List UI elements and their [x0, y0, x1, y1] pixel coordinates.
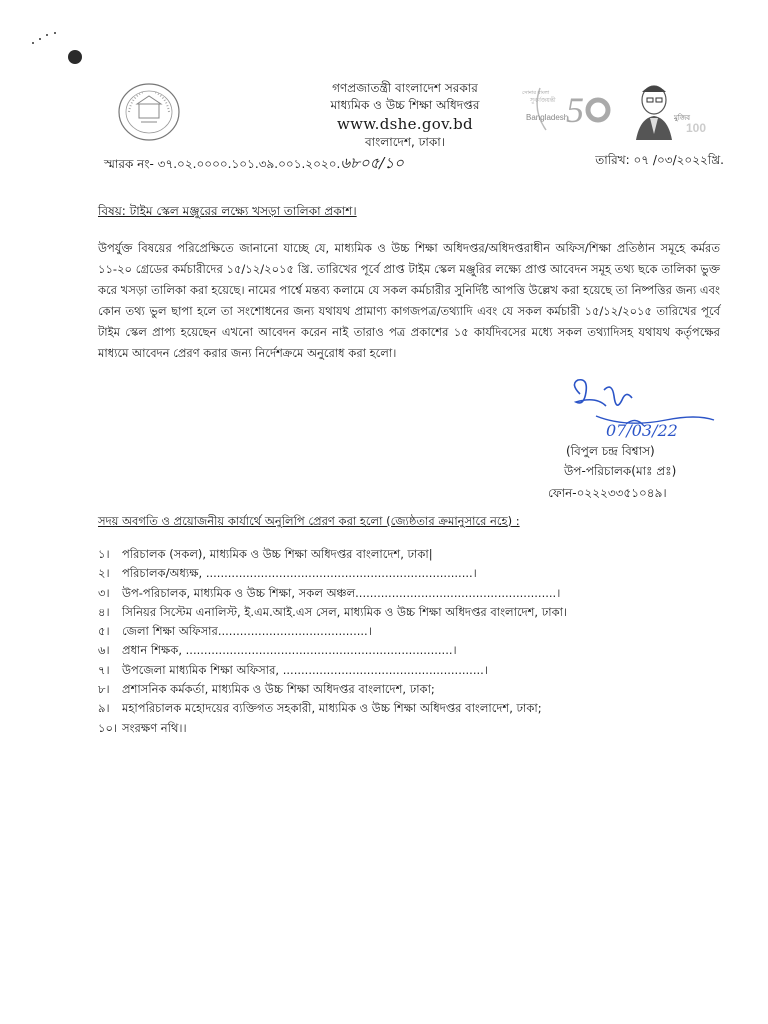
- svg-text:মুজিব: মুজিব: [674, 114, 691, 122]
- svg-text:সোনার বাংলা: সোনার বাংলা: [522, 90, 550, 96]
- signature-date: 07/03/22: [606, 421, 678, 440]
- body-paragraph: উপর্যুক্ত বিষয়ের পরিপ্রেক্ষিতে জানানো যাচ্ছে যে, মাধ্যমিক ও উচ্চ শিক্ষা অধিদপ্তর/অধিদপ্তরাধীন অফিস/শিক্ষা প্রতিষ্ঠান সমূহে কর্মরত ১১-২০ গ্রেডের কর্মচারীদের ১৫/১২/২০১৫ খ্রি. তারিখের পূর্বে প্রাপ্ত টাইম স্কেল মঞ্জুরির লক্ষ্যে প্রাপ্ত আবেদন সমূহ তথ্য ছকে তালিকা ভুক্ত করে খসড়া তালিকা করা হয়েছে। নামের পার্শ্বে মন্তব্য কলামে যে সকল কর্মচারীর সুনির্দিষ্ট আপত্তি উল্লেখ করা হয়েছে তা নিষ্পত্তির জন্য এবং কোন তথ্য ভুল ছাপা হলে তা সংশোধনের জন্য যথাযথ প্রামাণ্য কাগজপত্র/তথ্যাদি এবং যে সকল কর্মচারী ১৫/১২/২০১৫ তারিখের পূর্বে টাইম স্কেল প্রাপ্য হয়েছেন এখনো আবেদন করেন নাই তারাও পত্র প্রকাশের ১৫ কার্যদিবসের মধ্যে সকল তথ্যাদিসহ যথাযথ কর্তৃপক্ষের মাধ্যমে আবেদন প্রেরণ করার জন্য নির্দেশক্রমে অনুরোধ করা হলো।: [98, 241, 720, 360]
- memo-date: তারিখ: ০৭ /০৩/২০২২খ্রি.: [595, 153, 724, 167]
- list-item: ৪। সিনিয়র সিস্টেম এনালিস্ট, ই.এম.আই.এস সেল, মাধ্যমিক ও উচ্চ শিক্ষা অধিদপ্তর বাংলাদেশ, ঢাকা।: [98, 604, 568, 619]
- memo-row: [104, 150, 724, 172]
- paper-specks: [30, 30, 60, 50]
- handwritten-signature: [566, 376, 716, 440]
- memo-number-printed: স্মারক নং- ৩৭.০২.০০০০.১০১.৩৯.০০১.২০২০.: [104, 157, 341, 171]
- list-item: ৮। প্রশাসনিক কর্মকর্তা, মাধ্যমিক ও উচ্চ শিক্ষা অধিদপ্তর বাংলাদেশ, ঢাকা;: [98, 682, 435, 697]
- letterhead: [300, 80, 510, 151]
- svg-text:সুবর্ণজয়ন্তী: সুবর্ণজয়ন্তী: [530, 97, 556, 104]
- subject-line: বিষয়: টাইম স্কেল মঞ্জুরের লক্ষ্যে খসড়া তালিকা প্রকাশ।: [98, 204, 357, 218]
- location-line: বাংলাদেশ, ঢাকা।: [364, 135, 446, 149]
- punch-hole: [68, 50, 82, 64]
- copy-distribution-heading: সদয় অবগতি ও প্রয়োজনীয় কার্যার্থে অনুলিপি প্রেরণ করা হলো (জ্যেষ্ঠতার ক্রমানুসারে নহে) :: [98, 514, 520, 528]
- list-item: ৩। উপ-পরিচালক, মাধ্যমিক ও উচ্চ শিক্ষা, সকল অঞ্চল.......................................................।: [98, 585, 561, 600]
- svg-text:5: 5: [566, 90, 584, 130]
- signatory-title: উপ-পরিচালক(মাঃ প্রঃ): [564, 464, 677, 478]
- signatory-phone: ফোন-০২২২৩৩৫১০৪৯।: [548, 486, 667, 500]
- list-item: ৬। প্রধান শিক্ষক, .........................................................................।: [98, 643, 457, 658]
- memo-number-handwritten: ৬৮০৫/১০: [340, 154, 404, 172]
- distribution-list: [98, 545, 718, 738]
- list-item: ৭। উপজেলা মাধ্যমিক শিক্ষা অফিসার, .......................................................।: [98, 662, 488, 677]
- list-item: ১০। সংরক্ষণ নথি।।: [98, 720, 187, 735]
- memo-reference: [104, 152, 404, 177]
- svg-text:100: 100: [686, 121, 707, 135]
- logo-bangladesh-text: Bangladesh: [526, 113, 569, 122]
- mujib-100-portrait: [630, 78, 712, 140]
- department-name: মাধ্যমিক ও উচ্চ শিক্ষা অধিদপ্তর: [330, 98, 480, 112]
- list-item: ৯। মহাপরিচালক মহোদয়ের ব্যক্তিগত সহকারী, মাধ্যমিক ও উচ্চ শিক্ষা অধিদপ্তর বাংলাদেশ, ঢাকা;: [98, 701, 542, 716]
- signatory-name: (বিপুল চন্দ্র বিশ্বাস): [566, 444, 655, 458]
- list-item: ২। পরিচালক/অধ্যক্ষ, .........................................................................।: [98, 566, 477, 581]
- government-name: গণপ্রজাতন্ত্রী বাংলাদেশ সরকার: [332, 81, 478, 95]
- website-link[interactable]: www.dshe.gov.bd: [337, 115, 473, 133]
- bangladesh-50-logo: [520, 78, 620, 140]
- dshe-emblem-logo: [117, 82, 181, 142]
- list-item: ৫। জেলা শিক্ষা অফিসার.........................................।: [98, 624, 372, 639]
- list-item: ১। পরিচালক (সকল), মাধ্যমিক ও উচ্চ শিক্ষা অধিদপ্তর বাংলাদেশ, ঢাকা|: [98, 547, 433, 561]
